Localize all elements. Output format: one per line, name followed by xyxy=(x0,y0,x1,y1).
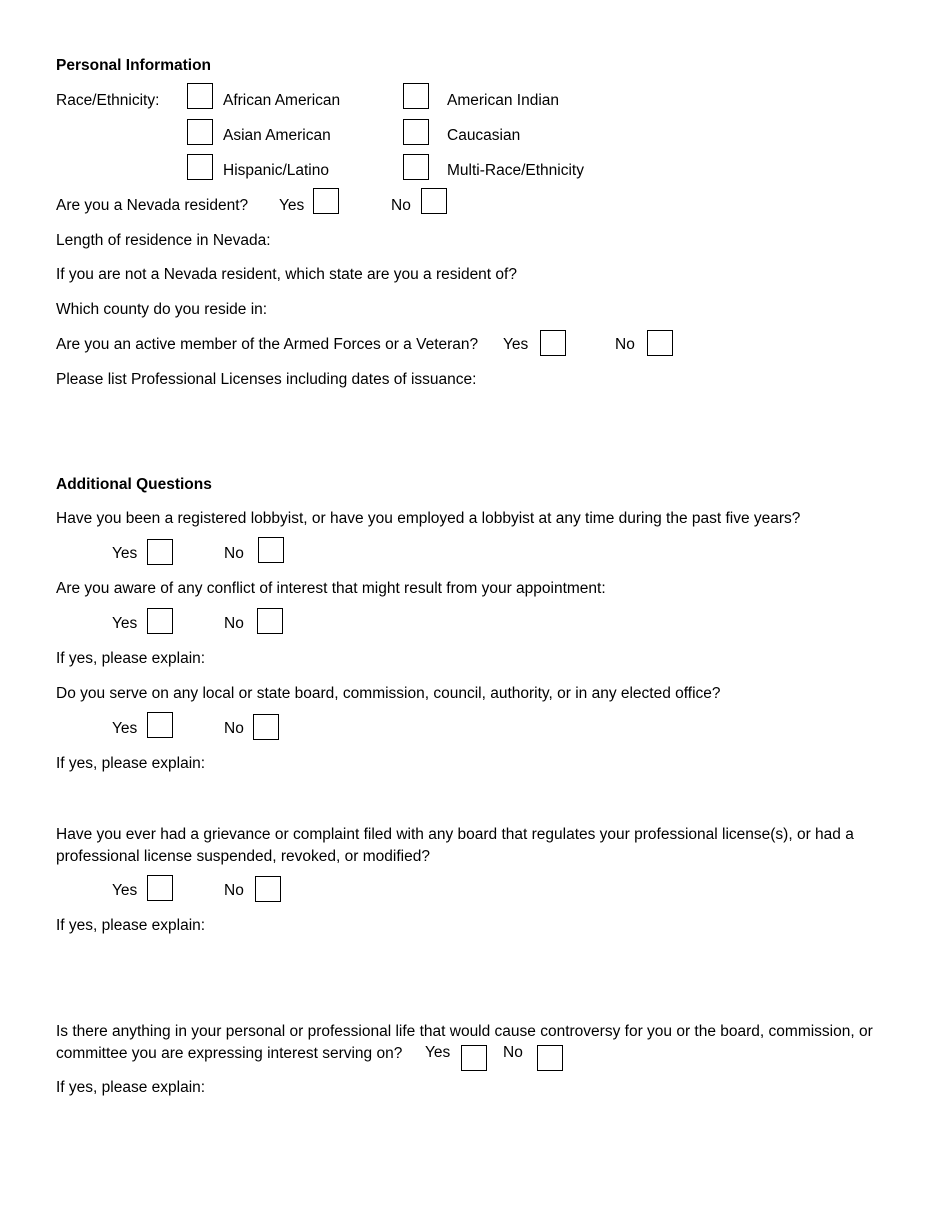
checkbox-armed-yes[interactable] xyxy=(540,330,566,356)
checkbox-armed-no[interactable] xyxy=(647,330,673,356)
grievance-no-label: No xyxy=(224,882,244,899)
checkbox-hispanic-latino[interactable] xyxy=(187,154,213,180)
serve-no-label: No xyxy=(224,720,244,737)
resident-yes-label: Yes xyxy=(279,197,305,214)
option-hispanic-latino: Hispanic/Latino xyxy=(223,162,329,179)
county-question: Which county do you reside in: xyxy=(56,301,268,318)
grievance-yes-label: Yes xyxy=(112,882,138,899)
section-heading-additional: Additional Questions xyxy=(56,476,212,493)
section-heading-personal: Personal Information xyxy=(56,57,212,74)
conflict-explain-label: If yes, please explain: xyxy=(56,650,206,667)
conflict-question: Are you aware of any conflict of interest that might result from your appointment: xyxy=(56,580,606,597)
resident-no-label: No xyxy=(391,197,411,214)
checkbox-resident-no[interactable] xyxy=(421,188,447,214)
checkbox-serve-no[interactable] xyxy=(253,714,279,740)
conflict-yes-label: Yes xyxy=(112,615,138,632)
option-asian-american: Asian American xyxy=(223,127,331,144)
checkbox-asian-american[interactable] xyxy=(187,119,213,145)
serve-yes-label: Yes xyxy=(112,720,138,737)
checkbox-serve-yes[interactable] xyxy=(147,712,173,738)
option-caucasian: Caucasian xyxy=(447,127,521,144)
lobbyist-yes-label: Yes xyxy=(112,545,138,562)
armed-yes-label: Yes xyxy=(503,336,529,353)
option-multi-race: Multi-Race/Ethnicity xyxy=(447,162,584,179)
controversy-no-label: No xyxy=(503,1044,523,1061)
checkbox-resident-yes[interactable] xyxy=(313,188,339,214)
nevada-resident-question: Are you a Nevada resident? xyxy=(56,197,249,214)
checkbox-controversy-no[interactable] xyxy=(537,1045,563,1071)
conflict-no-label: No xyxy=(224,615,244,632)
checkbox-controversy-yes[interactable] xyxy=(461,1045,487,1071)
checkbox-american-indian[interactable] xyxy=(403,83,429,109)
checkbox-multi-race[interactable] xyxy=(403,154,429,180)
grievance-explain-label: If yes, please explain: xyxy=(56,917,206,934)
checkbox-grievance-yes[interactable] xyxy=(147,875,173,901)
serve-explain-label: If yes, please explain: xyxy=(56,755,206,772)
armed-no-label: No xyxy=(615,336,635,353)
checkbox-conflict-yes[interactable] xyxy=(147,608,173,634)
grievance-question: Have you ever had a grievance or complaint filed with any board that regulates your professional license(s), or had a professional license suspended, revoked, or modified? xyxy=(56,826,854,865)
option-african-american: African American xyxy=(223,92,341,109)
serve-board-question: Do you serve on any local or state board, commission, council, authority, or in any elected office? xyxy=(56,685,721,702)
checkbox-caucasian[interactable] xyxy=(403,119,429,145)
professional-licenses-question: Please list Professional Licenses including dates of issuance: xyxy=(56,371,477,388)
other-state-question: If you are not a Nevada resident, which state are you a resident of? xyxy=(56,266,517,283)
checkbox-lobbyist-yes[interactable] xyxy=(147,539,173,565)
lobbyist-question: Have you been a registered lobbyist, or have you employed a lobbyist at any time during the past five years? xyxy=(56,510,801,527)
controversy-question: Is there anything in your personal or professional life that would cause controversy for you or the board, commission, or committee you are expressing interest serving on? xyxy=(56,1023,873,1062)
lobbyist-no-label: No xyxy=(224,545,244,562)
checkbox-grievance-no[interactable] xyxy=(255,876,281,902)
option-american-indian: American Indian xyxy=(447,92,560,109)
checkbox-conflict-no[interactable] xyxy=(257,608,283,634)
residence-length-question: Length of residence in Nevada: xyxy=(56,232,271,249)
checkbox-african-american[interactable] xyxy=(187,83,213,109)
armed-forces-question: Are you an active member of the Armed Forces or a Veteran? xyxy=(56,336,479,353)
checkbox-lobbyist-no[interactable] xyxy=(258,537,284,563)
race-ethnicity-label: Race/Ethnicity: xyxy=(56,92,160,109)
controversy-yes-label: Yes xyxy=(425,1044,451,1061)
controversy-explain-label: If yes, please explain: xyxy=(56,1079,206,1096)
